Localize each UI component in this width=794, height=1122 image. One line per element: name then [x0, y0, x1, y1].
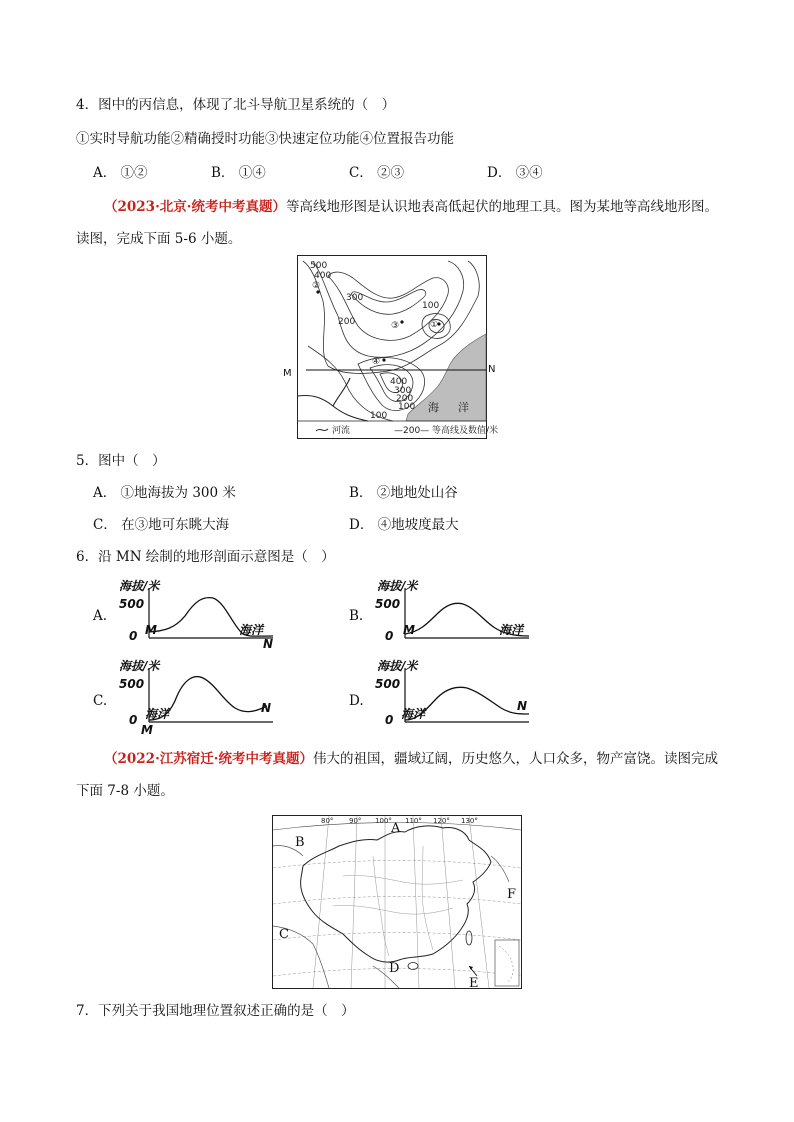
svg-text:500: 500: [375, 677, 401, 691]
svg-text:N: N: [263, 637, 274, 651]
contour-label-b400: 400: [390, 377, 408, 387]
map-label-m: M: [283, 368, 292, 379]
intro78-line1: （2022·江苏宿迁·统考中考真题）伟大的祖国，疆域辽阔，历史悠久，人口众多，物产富饶。读图完成: [104, 751, 718, 767]
legend-river: 河流: [332, 426, 351, 436]
contour-label-300: 300: [346, 293, 364, 303]
q6-letter-c: C.: [93, 693, 108, 709]
sea-label: 海: [428, 401, 439, 414]
q6-stem: 6．沿 MN 绘制的地形剖面示意图是（ ）: [76, 549, 335, 565]
q4-option-b: B． ①④: [211, 165, 266, 181]
svg-text:0: 0: [385, 713, 394, 727]
svg-text:M: M: [403, 623, 415, 637]
svg-text:M: M: [145, 623, 157, 637]
svg-text:500: 500: [375, 597, 401, 611]
point-1: ①: [430, 320, 439, 330]
china-map: [272, 815, 522, 989]
svg-text:海洋: 海洋: [499, 623, 524, 637]
svg-text:海拔/米: 海拔/米: [377, 579, 418, 593]
contour-label-b100b: 100: [370, 411, 388, 421]
intro78-line2: 下面 7-8 小题。: [76, 783, 174, 799]
legend-contour: —200— 等高线及数值/米: [394, 426, 499, 436]
q4-option-c: C． ②③: [349, 165, 405, 181]
point-e: E: [469, 976, 479, 991]
contour-label-b100: 100: [398, 402, 416, 412]
contour-label-b200: 200: [396, 394, 414, 404]
point-2: ②: [312, 281, 321, 291]
svg-text:0: 0: [385, 629, 394, 643]
intro56-source: （2023·北京·统考中考真题）: [104, 199, 286, 215]
lon-80: 80°: [321, 817, 334, 825]
profile-b: [371, 576, 536, 648]
svg-text:海拔/米: 海拔/米: [119, 579, 160, 593]
profile-c: [115, 656, 280, 737]
q7-stem: 7．下列关于我国地理位置叙述正确的是（ ）: [76, 1003, 355, 1019]
q6-letter-d: D.: [349, 693, 364, 709]
map-label-n: N: [488, 364, 496, 375]
lon-100: 100°: [375, 817, 392, 825]
point-4: ④: [372, 357, 381, 367]
q4-option-d: D． ③④: [487, 165, 543, 181]
q6-letter-a: A.: [93, 608, 108, 624]
q5-stem: 5．图中（ ）: [76, 453, 166, 469]
point-c: C: [279, 927, 289, 942]
svg-text:0: 0: [129, 629, 138, 643]
contour-label-400: 400: [314, 271, 332, 281]
point-f: F: [507, 887, 517, 902]
contour-label-b300: 300: [394, 386, 412, 396]
svg-text:N: N: [517, 699, 528, 713]
point-3: ③: [391, 321, 400, 331]
q4-option-a: A． ①②: [93, 165, 148, 181]
contour-label-200: 200: [338, 317, 356, 327]
svg-text:500: 500: [119, 597, 145, 611]
point-b: B: [295, 835, 305, 850]
contour-label-500: 500: [310, 261, 328, 271]
q4-stem: 4．图中的丙信息，体现了北斗导航卫星系统的（ ）: [76, 97, 396, 113]
contour-map: [297, 255, 499, 439]
point-d: D: [389, 961, 400, 976]
lon-130: 130°: [461, 817, 478, 825]
q4-items: ①实时导航功能②精确授时功能③快速定位功能④位置报告功能: [76, 131, 454, 147]
svg-text:海拔/米: 海拔/米: [377, 659, 418, 673]
q5-option-c: C． 在③地可东眺大海: [93, 517, 230, 533]
svg-text:海洋: 海洋: [145, 707, 170, 721]
intro78-source: （2022·江苏宿迁·统考中考真题）: [104, 751, 313, 767]
lon-90: 90°: [349, 817, 362, 825]
q5-option-a: A． ①地海拔为 300 米: [93, 485, 236, 501]
svg-text:海拔/米: 海拔/米: [119, 659, 160, 673]
intro56-line1: （2023·北京·统考中考真题）等高线地形图是认识地表高低起伏的地理工具。图为某地等高线地形图。: [104, 199, 718, 215]
contour-label-100: 100: [422, 301, 440, 311]
intro56-line2: 读图，完成下面 5-6 小题。: [76, 231, 242, 247]
q5-option-b: B． ②地地处山谷: [349, 485, 458, 501]
lon-120: 120°: [433, 817, 450, 825]
lon-110: 110°: [405, 817, 422, 825]
q5-option-d: D． ④地坡度最大: [349, 517, 459, 533]
profile-d: [371, 656, 536, 734]
svg-text:海洋: 海洋: [401, 707, 426, 721]
svg-text:M: M: [141, 723, 153, 737]
point-a: A: [391, 821, 401, 836]
svg-text:海洋: 海洋: [239, 623, 264, 637]
svg-text:500: 500: [119, 677, 145, 691]
sea-label-2: 洋: [458, 401, 469, 414]
svg-text:0: 0: [129, 713, 138, 727]
q6-letter-b: B.: [349, 608, 364, 624]
profile-a: [115, 576, 280, 651]
svg-text:N: N: [261, 701, 272, 715]
